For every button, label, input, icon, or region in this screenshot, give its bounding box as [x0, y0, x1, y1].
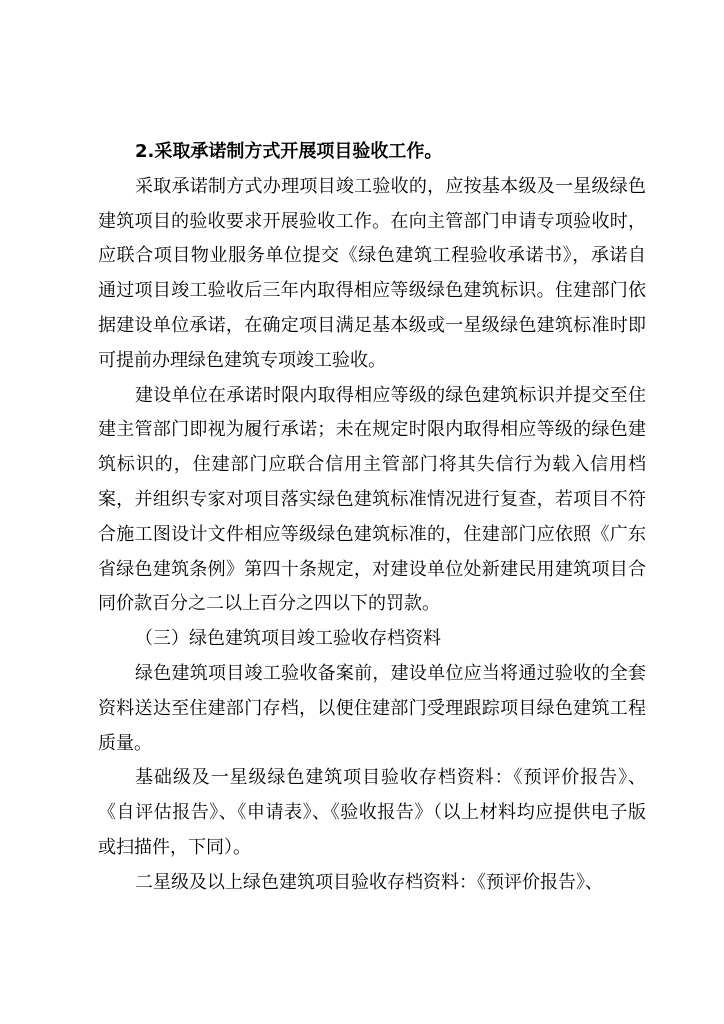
- paragraph-archive-requirement: 绿色建筑项目竣工验收备案前，建设单位应当将通过验收的全套资料送达至住建部门存档，以便住建部门受理跟踪项目绿色建筑工程质量。: [98, 662, 646, 754]
- paragraph-basic-level-archive: 基础级及一星级绿色建筑项目验收存档资料：《预评价报告》、《自评估报告》、《申请表》、《验收报告》（以上材料均应提供电子版或扫描件，下同）。: [98, 767, 646, 858]
- document-page: [98, 135, 646, 901]
- paragraph-two-star-archive: 二星级及以上绿色建筑项目验收存档资料：《预评价报告》、: [135, 871, 603, 893]
- section-heading: 2.采取承诺制方式开展项目验收工作。: [135, 141, 443, 162]
- paragraph-commitment-process: 采取承诺制方式办理项目竣工验收的，应按基本级及一星级绿色建筑项目的验收要求开展验收工作。在向主管部门申请专项验收时，应联合项目物业服务单位提交《绿色建筑工程验收承诺书》，承诺自通过项目竣工验收后三年内取得相应等级绿色建筑标识。住建部门依据建设单位承诺，在确定项目满足基本级或一星级绿色建筑标准时即可提前办理绿色建筑专项竣工验收。: [98, 175, 646, 371]
- paragraph-commitment-fulfillment: 建设单位在承诺时限内取得相应等级的绿色建筑标识并提交至住建主管部门即视为履行承诺；未在规定时限内取得相应等级的绿色建筑标识的，住建部门应联合信用主管部门将其失信行为载入信用档案，并组织专家对项目落实绿色建筑标准情况进行复查，若项目不符合施工图设计文件相应等级绿色建筑标准的，住建部门应依照《广东省绿色建筑条例》第四十条规定，对建设单位处新建民用建筑项目合同价款百分之二以上百分之四以下的罚款。: [98, 384, 646, 615]
- subsection-heading: （三）绿色建筑项目竣工验收存档资料: [135, 628, 441, 650]
